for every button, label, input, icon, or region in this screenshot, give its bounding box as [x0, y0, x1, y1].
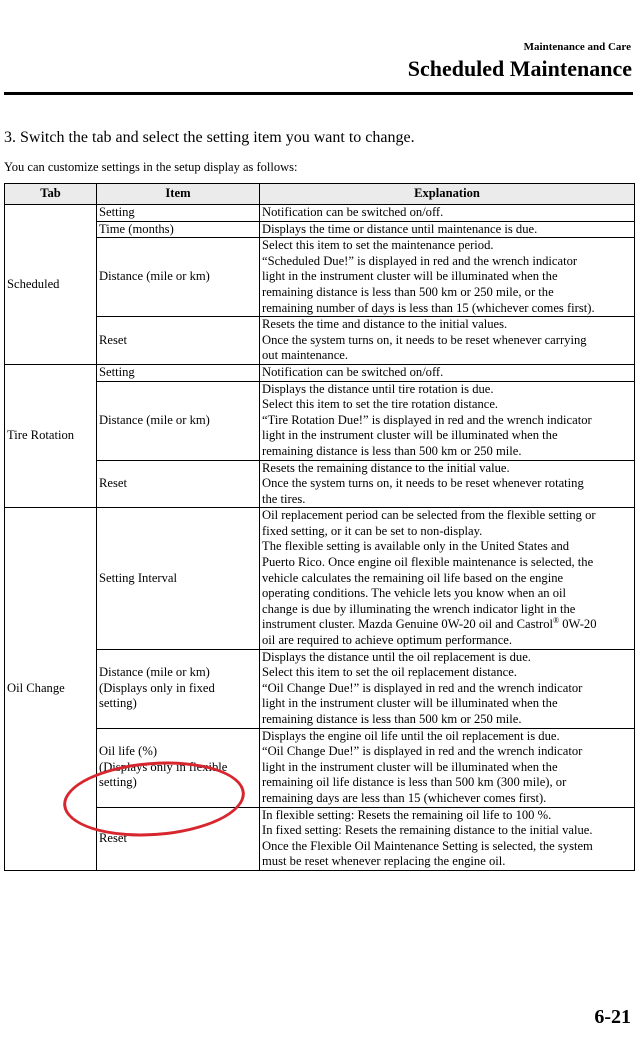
explanation-line: must be reset whenever replacing the engine oil. — [262, 854, 506, 869]
page-title: Scheduled Maintenance — [407, 56, 632, 81]
item-text: Reset — [99, 830, 127, 845]
explanation-line: Resets the time and distance to the initial values. — [262, 317, 508, 332]
explanation-cell — [260, 460, 635, 508]
explanation-cell — [260, 728, 635, 807]
explanation-line: Puerto Rico. Once engine oil flexible maintenance is selected, the — [262, 555, 594, 570]
explanation-line: remaining distance is less than 500 km or 250 mile. — [262, 712, 522, 726]
explanation-line: Select this item to set the maintenance period. — [262, 238, 494, 253]
settings-table — [4, 183, 635, 871]
explanation-line: fixed setting, or it can be set to non-display. — [262, 523, 483, 538]
item-text: Reset — [99, 332, 127, 347]
table-row — [5, 460, 635, 508]
table-row — [5, 381, 635, 460]
registered-mark: ® — [553, 616, 560, 626]
explanation-cell — [260, 508, 635, 649]
explanation-line: Once the Flexible Oil Maintenance Setting is selected, the system — [262, 838, 593, 853]
tab-scheduled: Scheduled — [5, 205, 97, 365]
page-number: 6-21 — [594, 1006, 631, 1028]
item-cell — [97, 205, 260, 222]
explanation-cell — [260, 649, 635, 728]
item-cell — [97, 508, 260, 649]
explanation-line: “Oil Change Due!” is displayed in red and the wrench indicator — [262, 680, 583, 695]
table-row — [5, 508, 635, 649]
explanation-cell — [260, 205, 635, 222]
table-row — [5, 364, 635, 381]
item-cell — [97, 317, 260, 365]
item-cell-oil-life — [97, 728, 260, 807]
tab-oil-change: Oil Change — [5, 508, 97, 871]
item-text: Distance (mile or km) — [99, 412, 210, 427]
explanation-line: In fixed setting: Resets the remaining distance to the initial value. — [262, 823, 593, 838]
explanation-line: remaining number of days is less than 15 (whichever comes first). — [262, 300, 595, 315]
explanation-cell — [260, 807, 635, 870]
table-row — [5, 317, 635, 365]
item-text: setting) — [99, 775, 137, 790]
header-item: Item — [97, 184, 260, 205]
item-text: Reset — [99, 476, 127, 491]
explanation-line: remaining distance is less than 500 km or 250 mile, or the — [262, 284, 554, 299]
explanation-text: 0W-20 — [559, 617, 597, 632]
item-text: Oil life (%) — [99, 744, 158, 759]
item-cell — [97, 649, 260, 728]
item-cell — [97, 364, 260, 381]
explanation-line: Once the system turns on, it needs to be reset whenever carrying — [262, 332, 587, 347]
explanation-line: remaining oil life distance is less than 500 km (300 mile), or — [262, 775, 567, 790]
table-header-row — [5, 184, 635, 205]
explanation-line: Notification can be switched on/off. — [262, 364, 444, 379]
explanation-line: remaining days are less than 15 (whichever comes first). — [262, 790, 547, 805]
table-row — [5, 807, 635, 870]
explanation-cell — [260, 381, 635, 460]
explanation-line: light in the instrument cluster will be illuminated when the — [262, 696, 558, 711]
item-cell — [97, 381, 260, 460]
table-row — [5, 205, 635, 222]
item-cell — [97, 807, 260, 870]
explanation-line: Once the system turns on, it needs to be reset whenever rotating — [262, 476, 584, 491]
item-text: (Displays only in flexible — [99, 759, 228, 774]
explanation-line: Displays the time or distance until maintenance is due. — [262, 221, 538, 236]
table-row — [5, 649, 635, 728]
explanation-line-castrol — [262, 617, 632, 633]
explanation-line: “Oil Change Due!” is displayed in red and the wrench indicator — [262, 744, 583, 759]
item-text: (Displays only in fixed — [99, 680, 215, 695]
explanation-line: Select this item to set the tire rotation distance. — [262, 397, 499, 412]
step-instruction: 3. Switch the tab and select the setting item you want to change. — [4, 129, 415, 146]
item-text: Distance (mile or km) — [99, 269, 210, 284]
header-explanation: Explanation — [260, 184, 635, 205]
explanation-line: change is due by illuminating the wrench indicator light in the — [262, 601, 576, 616]
explanation-cell — [260, 238, 635, 317]
explanation-line: light in the instrument cluster will be illuminated when the — [262, 428, 558, 443]
item-text: Setting — [99, 205, 135, 219]
table-row — [5, 728, 635, 807]
explanation-line: out maintenance. — [262, 348, 349, 363]
header-rule — [4, 92, 633, 95]
explanation-line: Oil replacement period can be selected from the flexible setting or — [262, 508, 596, 523]
tab-tire-rotation: Tire Rotation — [5, 364, 97, 507]
item-text: Time (months) — [99, 221, 174, 236]
section-label: Maintenance and Care — [523, 41, 631, 53]
explanation-text: instrument cluster. Mazda Genuine 0W-20 oil and Castrol — [262, 617, 553, 632]
explanation-line: light in the instrument cluster will be illuminated when the — [262, 269, 558, 284]
header-tab: Tab — [5, 184, 97, 205]
item-text: Distance (mile or km) — [99, 665, 210, 680]
explanation-line: “Scheduled Due!” is displayed in red and the wrench indicator — [262, 253, 578, 268]
explanation-line: Select this item to set the oil replacement distance. — [262, 665, 517, 680]
explanation-line: Notification can be switched on/off. — [262, 205, 444, 219]
explanation-line: oil are required to achieve optimum performance. — [262, 633, 513, 648]
explanation-cell — [260, 317, 635, 365]
item-text: setting) — [99, 696, 137, 711]
explanation-line: light in the instrument cluster will be illuminated when the — [262, 759, 558, 774]
explanation-line: Displays the distance until tire rotation is due. — [262, 381, 494, 396]
explanation-line: Resets the remaining distance to the initial value. — [262, 460, 510, 475]
item-cell — [97, 238, 260, 317]
explanation-line: Displays the distance until the oil replacement is due. — [262, 649, 531, 664]
explanation-cell — [260, 364, 635, 381]
explanation-line: the tires. — [262, 491, 306, 506]
item-text: Setting — [99, 364, 135, 379]
explanation-line: “Tire Rotation Due!” is displayed in red and the wrench indicator — [262, 412, 592, 427]
intro-text: You can customize settings in the setup display as follows: — [4, 160, 298, 174]
item-text: Setting Interval — [99, 570, 177, 585]
explanation-cell — [260, 221, 635, 238]
explanation-line: remaining distance is less than 500 km or 250 mile. — [262, 443, 522, 458]
table-row — [5, 238, 635, 317]
explanation-line: In flexible setting: Resets the remaining oil life to 100 %. — [262, 807, 552, 822]
item-cell — [97, 460, 260, 508]
explanation-line: Displays the engine oil life until the oil replacement is due. — [262, 728, 560, 743]
item-cell — [97, 221, 260, 238]
explanation-line: The flexible setting is available only in the United States and — [262, 539, 570, 554]
explanation-line: vehicle calculates the remaining oil life based on the engine — [262, 570, 564, 585]
explanation-line: operating conditions. The vehicle lets you know when an oil — [262, 586, 567, 601]
table-row — [5, 221, 635, 238]
